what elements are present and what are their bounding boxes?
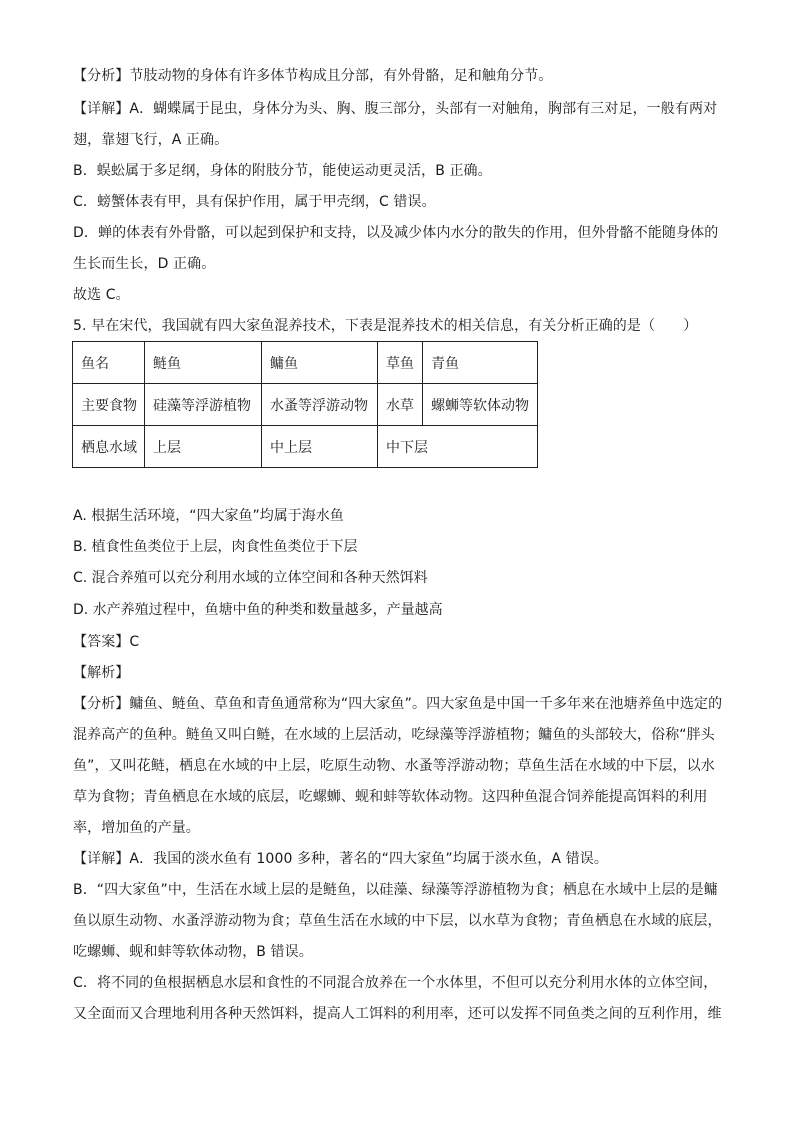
analysis-line: 【分析】鳙鱼、鲢鱼、草鱼和青鱼通常称为“四大家鱼”。四大家鱼是中国一千多年来在池塘养鱼中选定的 [73, 696, 723, 712]
analysis-line: 混养高产的鱼种。鲢鱼又叫白鲢，在水域的上层活动，吃绿藻等浮游植物；鳙鱼的头部较大，俗称“胖头 [73, 727, 715, 743]
table-cell: 水蚤等浮游动物 [262, 384, 378, 426]
table-cell: 中下层 [378, 426, 538, 468]
table-row [73, 384, 538, 426]
option-b: B. 植食性鱼类位于上层，肉食性鱼类位于下层 [73, 539, 358, 555]
detail-paragraph-line: 翅，靠翅飞行，A 正确。 [73, 132, 229, 148]
choose-answer-line: 故选 C。 [73, 287, 130, 303]
table-row [73, 426, 538, 468]
analysis-paragraph: 【分析】节肢动物的身体有许多体节构成且分部，有外骨骼，足和触角分节。 [73, 68, 553, 84]
table-cell: 上层 [145, 426, 262, 468]
table-cell: 水草 [378, 384, 423, 426]
detail-option-d-line: 生长而生长，D 正确。 [73, 256, 216, 272]
table-cell: 栖息水域 [73, 426, 145, 468]
table-cell: 硅藻等浮游植物 [145, 384, 262, 426]
analysis-line: 草为食物；青鱼栖息在水域的底层，吃螺蛳、蚬和蚌等软体动物。这四种鱼混合饲养能提高饵料的利用 [73, 789, 708, 805]
explanation-label: 【解析】 [73, 665, 130, 681]
question-5-stem: 5. 早在宋代，我国就有四大家鱼混养技术，下表是混养技术的相关信息，有关分析正确的是（ ） [73, 318, 698, 334]
detail-line: 又全面而又合理地利用各种天然饵料，提高人工饵料的利用率，还可以发挥不同鱼类之间的互利作用，维 [73, 1006, 722, 1022]
detail-line: C．将不同的鱼根据栖息水层和食性的不同混合放养在一个水体里，不但可以充分利用水体的立体空间， [73, 975, 718, 991]
table-cell: 鲢鱼 [145, 342, 262, 384]
table-cell: 草鱼 [378, 342, 423, 384]
table-cell: 鳙鱼 [262, 342, 378, 384]
detail-line: B．“四大家鱼”中，生活在水域上层的是鲢鱼，以硅藻、绿藻等浮游植物为食；栖息在水域中上层的是鳙 [73, 882, 718, 898]
option-a: A. 根据生活环境，“四大家鱼”均属于海水鱼 [73, 508, 344, 524]
analysis-line: 率，增加鱼的产量。 [73, 820, 200, 836]
detail-line: 【详解】A．我国的淡水鱼有 1000 多种，著名的“四大家鱼”均属于淡水鱼，A 错误。 [73, 851, 608, 867]
table-cell: 主要食物 [73, 384, 145, 426]
table-cell: 螺蛳等软体动物 [423, 384, 538, 426]
detail-line: 鱼以原生动物、水蚤浮游动物为食；草鱼生活在水域的中下层，以水草为食物；青鱼栖息在水域的底层， [73, 913, 722, 929]
detail-paragraph-line: 【详解】A．蝴蝶属于昆虫，身体分为头、胸、腹三部分，头部有一对触角，胸部有三对足，一般有两对 [73, 101, 718, 117]
detail-option-d-line: D．蝉的体表有外骨骼，可以起到保护和支持，以及减少体内水分的散失的作用，但外骨骼不能随身体的 [73, 225, 719, 241]
detail-option-c: C．螃蟹体表有甲，具有保护作用，属于甲壳纲，C 错误。 [73, 194, 436, 210]
option-c: C. 混合养殖可以充分利用水域的立体空间和各种天然饵料 [73, 570, 428, 586]
option-d: D. 水产养殖过程中，鱼塘中鱼的种类和数量越多，产量越高 [73, 602, 443, 618]
analysis-line: 鱼”，又叫花鲢，栖息在水域的中上层，吃原生动物、水蚤等浮游动物；草鱼生活在水域的中下层，以水 [73, 758, 715, 774]
table-cell: 鱼名 [73, 342, 145, 384]
table-cell: 中上层 [262, 426, 378, 468]
answer-label: 【答案】C [73, 634, 140, 650]
table-cell: 青鱼 [423, 342, 538, 384]
detail-option-b: B．蜈蚣属于多足纲，身体的附肢分节，能使运动更灵活，B 正确。 [73, 163, 492, 179]
detail-line: 吃螺蛳、蚬和蚌等软体动物，B 错误。 [73, 944, 313, 960]
fish-info-table [72, 341, 538, 468]
table-row [73, 342, 538, 384]
